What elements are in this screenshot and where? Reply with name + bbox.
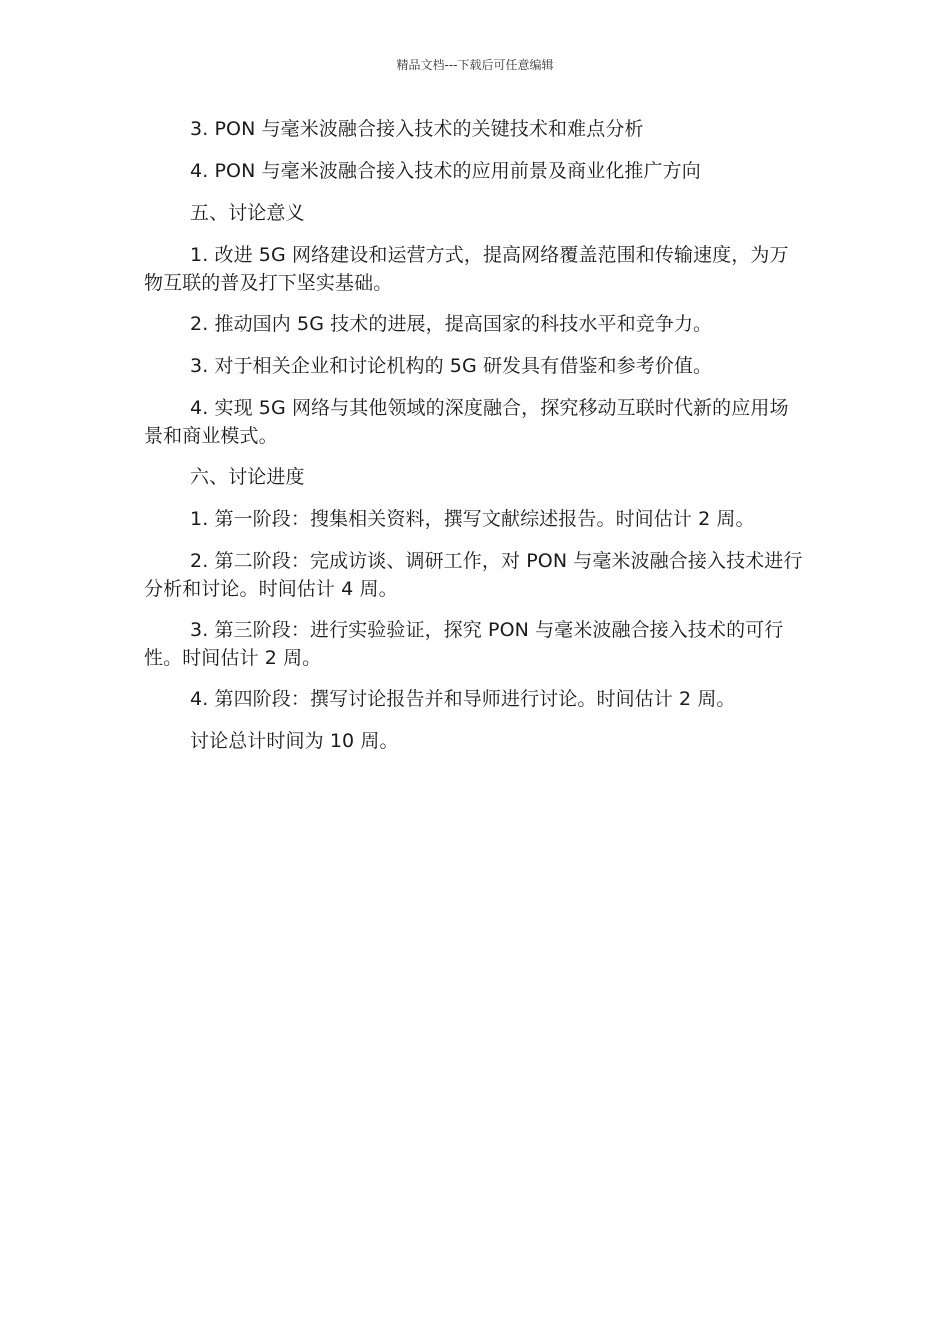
list-item-application-prospect: 4. PON 与毫米波融合接入技术的应用前景及商业化推广方向 xyxy=(190,160,701,182)
list-item-stage-2: 2. 第二阶段：完成访谈、调研工作，对 PON 与毫米波融合接入技术进行分析和讨论。时间估计 4 周。 xyxy=(144,550,803,600)
list-item-key-tech: 3. PON 与毫米波融合接入技术的关键技术和难点分析 xyxy=(190,118,644,140)
document-body xyxy=(144,115,804,769)
section-heading-progress: 六、讨论进度 xyxy=(190,466,305,488)
list-item-significance-3: 3. 对于相关企业和讨论机构的 5G 研发具有借鉴和参考价值。 xyxy=(190,355,713,377)
list-item-significance-4: 4. 实现 5G 网络与其他领域的深度融合，探究移动互联时代新的应用场景和商业模式。 xyxy=(144,397,789,447)
list-item-significance-1: 1. 改进 5G 网络建设和运营方式，提高网络覆盖范围和传输速度，为万物互联的普及打下坚实基础。 xyxy=(144,244,789,294)
list-item-stage-3: 3. 第三阶段：进行实验验证，探究 PON 与毫米波融合接入技术的可行性。时间估计 2 周。 xyxy=(144,619,784,669)
list-item-significance-2: 2. 推动国内 5G 技术的进展，提高国家的科技水平和竞争力。 xyxy=(190,313,713,335)
list-item-stage-1: 1. 第一阶段：搜集相关资料，撰写文献综述报告。时间估计 2 周。 xyxy=(190,508,755,530)
page-header: 精品文档---下载后可任意编辑 xyxy=(396,58,554,72)
list-item-stage-4: 4. 第四阶段：撰写讨论报告并和导师进行讨论。时间估计 2 周。 xyxy=(190,688,736,710)
section-heading-significance: 五、讨论意义 xyxy=(190,202,305,224)
total-time-summary: 讨论总计时间为 10 周。 xyxy=(190,730,399,752)
